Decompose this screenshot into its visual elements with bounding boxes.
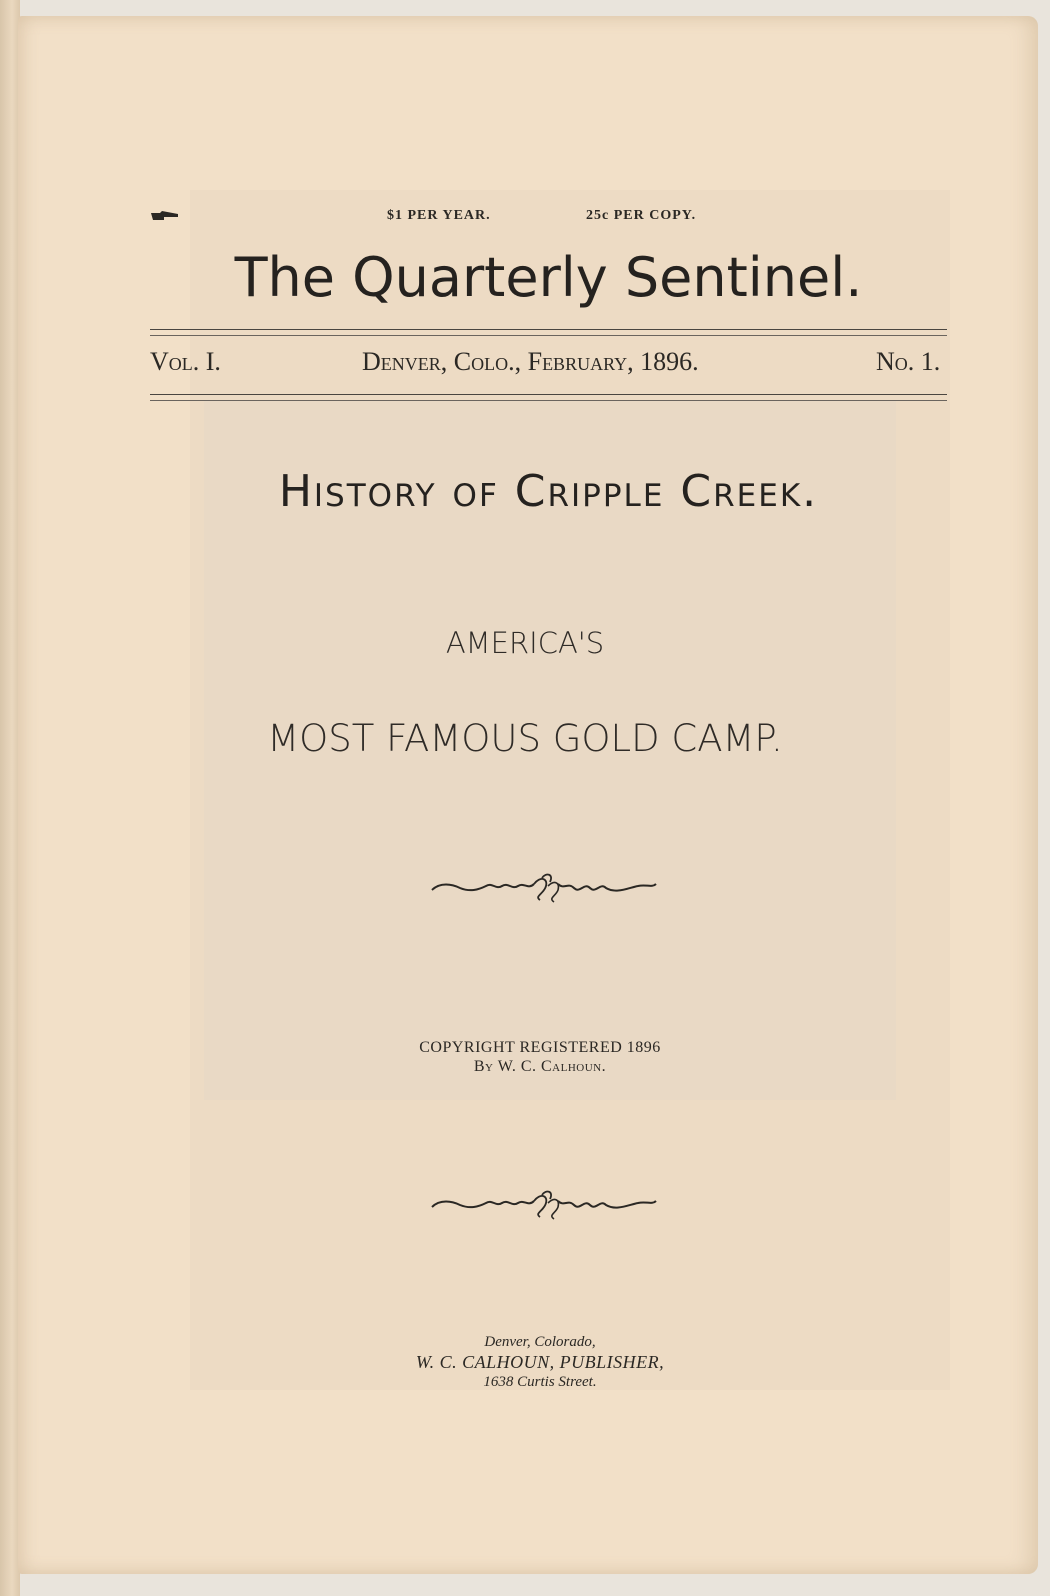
price-per-copy: 25c PER COPY. <box>586 208 697 223</box>
price-per-year: $1 PER YEAR. <box>387 208 491 223</box>
flourish-ornament-bottom <box>430 1185 660 1225</box>
subtitle-line-2: MOST FAMOUS GOLD CAMP. <box>267 717 783 760</box>
copyright-line-1: COPYRIGHT REGISTERED 1896 <box>419 1039 661 1056</box>
place-date: Denver, Colo., February, 1896. <box>362 347 699 376</box>
masthead-title: The Quarterly Sentinel. <box>234 246 863 309</box>
masthead-rule-top-thin <box>150 335 947 336</box>
main-title: History of Cripple Creek. <box>278 466 819 517</box>
imprint-publisher: W. C. CALHOUN, PUBLISHER, <box>415 1352 665 1372</box>
imprint-address: 1638 Curtis Street. <box>483 1374 597 1390</box>
masthead-rule-top <box>150 329 947 330</box>
issue-rule-bottom <box>150 394 947 395</box>
volume-number: Vol. I. <box>150 347 221 376</box>
issue-rule-bottom-thin <box>150 400 947 401</box>
imprint-city: Denver, Colorado, <box>484 1334 596 1350</box>
subtitle-line-1: AMERICA'S <box>445 626 605 660</box>
flourish-ornament-top <box>430 868 660 908</box>
copyright-line-2: By W. C. Calhoun. <box>473 1058 607 1075</box>
issue-number: No. 1. <box>876 347 941 376</box>
pointing-hand-icon <box>150 210 180 222</box>
